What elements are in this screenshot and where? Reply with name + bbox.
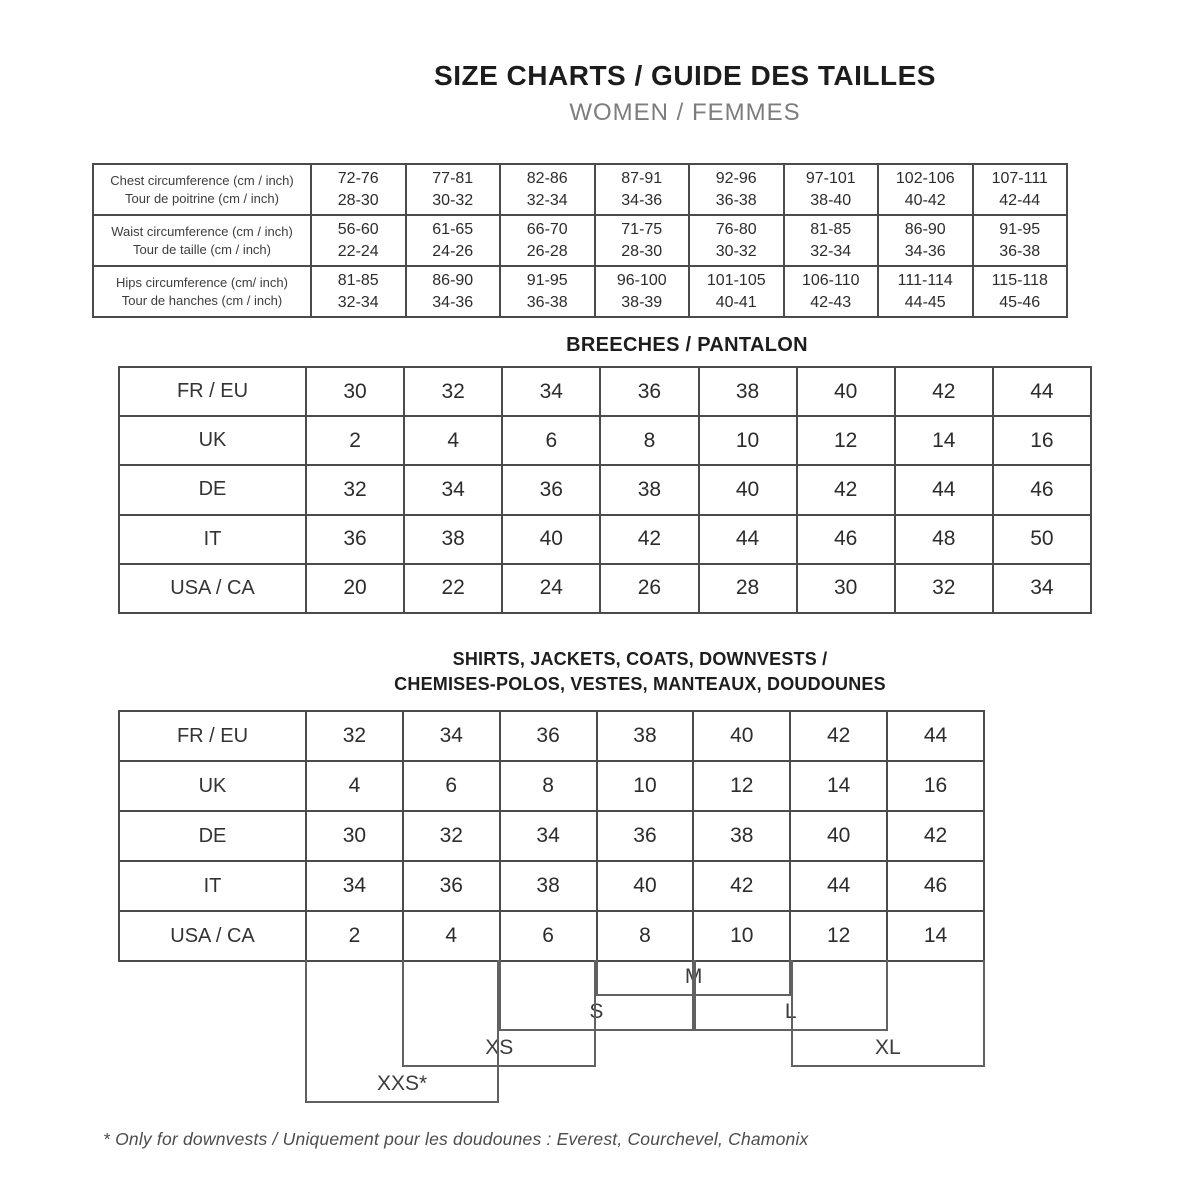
size-value-cell: 38 bbox=[600, 465, 698, 514]
size-value-cell: 4 bbox=[403, 911, 500, 961]
measurement-cell bbox=[878, 215, 973, 266]
size-bracket-label: XS bbox=[485, 1036, 514, 1059]
size-value-cell: 34 bbox=[993, 564, 1091, 613]
inch-range: 34-36 bbox=[904, 242, 946, 260]
measurement-label-fr: Tour de taille (cm / inch) bbox=[133, 241, 271, 257]
measurement-cell bbox=[500, 215, 595, 266]
cm-range: 96-100 bbox=[616, 271, 667, 289]
size-value-cell: 40 bbox=[502, 515, 600, 564]
size-value-cell: 14 bbox=[887, 911, 984, 961]
measurement-row-label bbox=[93, 266, 311, 317]
size-conversion-row bbox=[119, 465, 1091, 514]
size-value-cell: 42 bbox=[790, 711, 887, 761]
size-value-cell: 8 bbox=[597, 911, 694, 961]
breeches-section-title: BREECHES / PANTALON bbox=[566, 334, 808, 356]
measurement-label-fr: Tour de poitrine (cm / inch) bbox=[125, 190, 279, 206]
inch-range: 38-40 bbox=[810, 191, 852, 209]
cm-range: 97-101 bbox=[805, 169, 856, 187]
cm-range: 101-105 bbox=[706, 271, 766, 289]
inch-range: 26-28 bbox=[526, 242, 568, 260]
size-value-cell: 12 bbox=[790, 911, 887, 961]
size-value-cell: 6 bbox=[500, 911, 597, 961]
inch-range: 30-32 bbox=[715, 242, 757, 260]
size-value-cell: 40 bbox=[693, 711, 790, 761]
size-value-cell: 38 bbox=[404, 515, 502, 564]
cm-range: 111-114 bbox=[897, 271, 953, 289]
inch-range: 28-30 bbox=[337, 191, 379, 209]
size-value-cell: 32 bbox=[404, 367, 502, 416]
size-value-cell: 14 bbox=[895, 416, 993, 465]
size-value-cell: 10 bbox=[693, 911, 790, 961]
inch-range: 40-42 bbox=[904, 191, 946, 209]
cm-range: 92-96 bbox=[715, 169, 757, 187]
inch-range: 34-36 bbox=[432, 293, 474, 311]
measurement-cell bbox=[595, 266, 690, 317]
size-conversion-row bbox=[119, 515, 1091, 564]
cm-range: 76-80 bbox=[715, 220, 757, 238]
size-value-cell: 10 bbox=[597, 761, 694, 811]
size-value-cell: 42 bbox=[600, 515, 698, 564]
size-value-cell: 2 bbox=[306, 416, 404, 465]
inch-range: 24-26 bbox=[432, 242, 474, 260]
size-value-cell: 8 bbox=[600, 416, 698, 465]
measurement-row-label bbox=[93, 215, 311, 266]
size-value-cell: 20 bbox=[306, 564, 404, 613]
inch-range: 32-34 bbox=[526, 191, 568, 209]
measurement-cell bbox=[595, 164, 690, 215]
size-system-label: DE bbox=[119, 465, 306, 514]
size-bracket-label: L bbox=[784, 1000, 797, 1023]
size-value-cell: 6 bbox=[403, 761, 500, 811]
size-value-cell: 32 bbox=[306, 465, 404, 514]
measurement-row bbox=[93, 164, 1067, 215]
measurement-cell bbox=[784, 164, 879, 215]
size-value-cell: 46 bbox=[887, 861, 984, 911]
size-conversion-row bbox=[119, 711, 984, 761]
size-value-cell: 34 bbox=[500, 811, 597, 861]
measurement-cell bbox=[689, 215, 784, 266]
shirts-size-table bbox=[118, 710, 985, 962]
size-value-cell: 44 bbox=[887, 711, 984, 761]
cm-range: 102-106 bbox=[895, 169, 955, 187]
size-value-cell: 34 bbox=[306, 861, 403, 911]
measurement-cell bbox=[973, 266, 1068, 317]
inch-range: 22-24 bbox=[337, 242, 379, 260]
size-value-cell: 36 bbox=[500, 711, 597, 761]
measurement-cell bbox=[689, 164, 784, 215]
shirts-section-title bbox=[140, 647, 1140, 697]
size-value-cell: 40 bbox=[797, 367, 895, 416]
downvests-footnote: * Only for downvests / Uniquement pour les doudounes : Everest, Courchevel, Chamonix bbox=[103, 1129, 809, 1149]
size-bracket-xl bbox=[791, 960, 985, 1067]
inch-range: 45-46 bbox=[999, 293, 1041, 311]
size-conversion-row bbox=[119, 564, 1091, 613]
measurement-cell bbox=[406, 266, 501, 317]
size-system-label: FR / EU bbox=[119, 711, 306, 761]
size-value-cell: 46 bbox=[797, 515, 895, 564]
measurement-cell bbox=[878, 266, 973, 317]
size-value-cell: 30 bbox=[306, 811, 403, 861]
measurement-cell bbox=[689, 266, 784, 317]
size-value-cell: 38 bbox=[597, 711, 694, 761]
size-value-cell: 38 bbox=[699, 367, 797, 416]
breeches-size-table bbox=[118, 366, 1092, 614]
measurement-label-en: Chest circumference (cm / inch) bbox=[110, 172, 294, 188]
cm-range: 56-60 bbox=[337, 220, 379, 238]
size-value-cell: 14 bbox=[790, 761, 887, 811]
size-value-cell: 44 bbox=[993, 367, 1091, 416]
inch-range: 42-43 bbox=[810, 293, 852, 311]
cm-range: 77-81 bbox=[432, 169, 474, 187]
page-title: SIZE CHARTS / GUIDE DES TAILLES bbox=[434, 60, 936, 91]
cm-range: 115-118 bbox=[991, 271, 1048, 289]
cm-range: 82-86 bbox=[526, 169, 568, 187]
size-conversion-row bbox=[119, 861, 984, 911]
measurement-row-label bbox=[93, 164, 311, 215]
size-value-cell: 34 bbox=[404, 465, 502, 514]
size-value-cell: 40 bbox=[597, 861, 694, 911]
inch-range: 32-34 bbox=[337, 293, 379, 311]
measurement-cell bbox=[595, 215, 690, 266]
size-value-cell: 28 bbox=[699, 564, 797, 613]
size-conversion-row bbox=[119, 761, 984, 811]
measurement-cell bbox=[311, 164, 406, 215]
measurement-cell bbox=[878, 164, 973, 215]
page-subtitle: WOMEN / FEMMES bbox=[569, 99, 801, 126]
measurement-cell bbox=[784, 215, 879, 266]
cm-range: 81-85 bbox=[337, 271, 379, 289]
inch-range: 36-38 bbox=[715, 191, 757, 209]
measurement-cell bbox=[784, 266, 879, 317]
cm-range: 87-91 bbox=[621, 169, 663, 187]
size-value-cell: 6 bbox=[502, 416, 600, 465]
size-value-cell: 36 bbox=[306, 515, 404, 564]
inch-range: 40-41 bbox=[715, 293, 757, 311]
cm-range: 72-76 bbox=[337, 169, 379, 187]
inch-range: 30-32 bbox=[432, 191, 474, 209]
size-value-cell: 16 bbox=[887, 761, 984, 811]
size-system-label: USA / CA bbox=[119, 564, 306, 613]
shirts-section-title-line2: CHEMISES-POLOS, VESTES, MANTEAUX, DOUDOUNES bbox=[394, 674, 886, 694]
size-system-label: DE bbox=[119, 811, 306, 861]
size-conversion-row bbox=[119, 811, 984, 861]
body-measurements-table bbox=[92, 163, 1068, 318]
size-value-cell: 36 bbox=[403, 861, 500, 911]
size-value-cell: 42 bbox=[895, 367, 993, 416]
measurement-label-en: Waist circumference (cm / inch) bbox=[111, 223, 293, 239]
cm-range: 71-75 bbox=[621, 220, 663, 238]
size-value-cell: 40 bbox=[699, 465, 797, 514]
measurement-cell bbox=[311, 215, 406, 266]
size-value-cell: 24 bbox=[502, 564, 600, 613]
cm-range: 66-70 bbox=[526, 220, 568, 238]
size-conversion-row bbox=[119, 367, 1091, 416]
size-value-cell: 30 bbox=[797, 564, 895, 613]
size-system-label: UK bbox=[119, 416, 306, 465]
size-value-cell: 42 bbox=[797, 465, 895, 514]
measurement-cell bbox=[406, 164, 501, 215]
size-value-cell: 34 bbox=[403, 711, 500, 761]
size-value-cell: 36 bbox=[597, 811, 694, 861]
inch-range: 34-36 bbox=[621, 191, 663, 209]
size-value-cell: 32 bbox=[895, 564, 993, 613]
cm-range: 106-110 bbox=[801, 271, 860, 289]
cm-range: 107-111 bbox=[991, 169, 1048, 187]
size-value-cell: 42 bbox=[693, 861, 790, 911]
size-system-label: USA / CA bbox=[119, 911, 306, 961]
measurement-label-fr: Tour de hanches (cm / inch) bbox=[121, 292, 283, 308]
cm-range: 86-90 bbox=[904, 220, 946, 238]
size-system-label: IT bbox=[119, 861, 306, 911]
size-value-cell: 50 bbox=[993, 515, 1091, 564]
cm-range: 91-95 bbox=[999, 220, 1041, 238]
size-value-cell: 4 bbox=[306, 761, 403, 811]
size-conversion-row bbox=[119, 911, 984, 961]
inch-range: 44-45 bbox=[904, 293, 946, 311]
size-value-cell: 26 bbox=[600, 564, 698, 613]
inch-range: 28-30 bbox=[621, 242, 663, 260]
cm-range: 86-90 bbox=[432, 271, 474, 289]
size-value-cell: 36 bbox=[600, 367, 698, 416]
size-value-cell: 32 bbox=[403, 811, 500, 861]
size-value-cell: 12 bbox=[797, 416, 895, 465]
size-value-cell: 32 bbox=[306, 711, 403, 761]
cm-range: 61-65 bbox=[432, 220, 474, 238]
size-value-cell: 44 bbox=[895, 465, 993, 514]
inch-range: 36-38 bbox=[999, 242, 1041, 260]
measurement-row bbox=[93, 215, 1067, 266]
size-value-cell: 36 bbox=[502, 465, 600, 514]
size-value-cell: 8 bbox=[500, 761, 597, 811]
measurement-cell bbox=[500, 266, 595, 317]
size-value-cell: 40 bbox=[790, 811, 887, 861]
size-system-label: FR / EU bbox=[119, 367, 306, 416]
inch-range: 32-34 bbox=[810, 242, 852, 260]
size-value-cell: 44 bbox=[699, 515, 797, 564]
size-value-cell: 44 bbox=[790, 861, 887, 911]
measurement-cell bbox=[500, 164, 595, 215]
size-value-cell: 46 bbox=[993, 465, 1091, 514]
size-bracket-label: XXS* bbox=[377, 1072, 428, 1095]
size-value-cell: 38 bbox=[693, 811, 790, 861]
size-value-cell: 22 bbox=[404, 564, 502, 613]
size-system-label: UK bbox=[119, 761, 306, 811]
measurement-row bbox=[93, 266, 1067, 317]
measurement-cell bbox=[406, 215, 501, 266]
cm-range: 91-95 bbox=[526, 271, 568, 289]
size-bracket-label: M bbox=[684, 965, 703, 988]
size-value-cell: 38 bbox=[500, 861, 597, 911]
measurement-cell bbox=[973, 215, 1068, 266]
size-value-cell: 30 bbox=[306, 367, 404, 416]
size-value-cell: 12 bbox=[693, 761, 790, 811]
size-system-label: IT bbox=[119, 515, 306, 564]
shirts-section-title-line1: SHIRTS, JACKETS, COATS, DOWNVESTS / bbox=[452, 649, 828, 669]
size-conversion-row bbox=[119, 416, 1091, 465]
size-value-cell: 48 bbox=[895, 515, 993, 564]
measurement-cell bbox=[973, 164, 1068, 215]
size-value-cell: 10 bbox=[699, 416, 797, 465]
measurement-cell bbox=[311, 266, 406, 317]
size-value-cell: 16 bbox=[993, 416, 1091, 465]
size-bracket-label: XL bbox=[875, 1036, 901, 1059]
size-bracket-label: S bbox=[589, 1000, 604, 1023]
measurement-label-en: Hips circumference (cm/ inch) bbox=[116, 274, 288, 290]
size-value-cell: 34 bbox=[502, 367, 600, 416]
size-value-cell: 2 bbox=[306, 911, 403, 961]
inch-range: 42-44 bbox=[999, 191, 1041, 209]
size-value-cell: 4 bbox=[404, 416, 502, 465]
size-value-cell: 42 bbox=[887, 811, 984, 861]
inch-range: 38-39 bbox=[621, 293, 663, 311]
inch-range: 36-38 bbox=[526, 293, 568, 311]
cm-range: 81-85 bbox=[810, 220, 852, 238]
size-bracket-xxs bbox=[305, 960, 499, 1103]
